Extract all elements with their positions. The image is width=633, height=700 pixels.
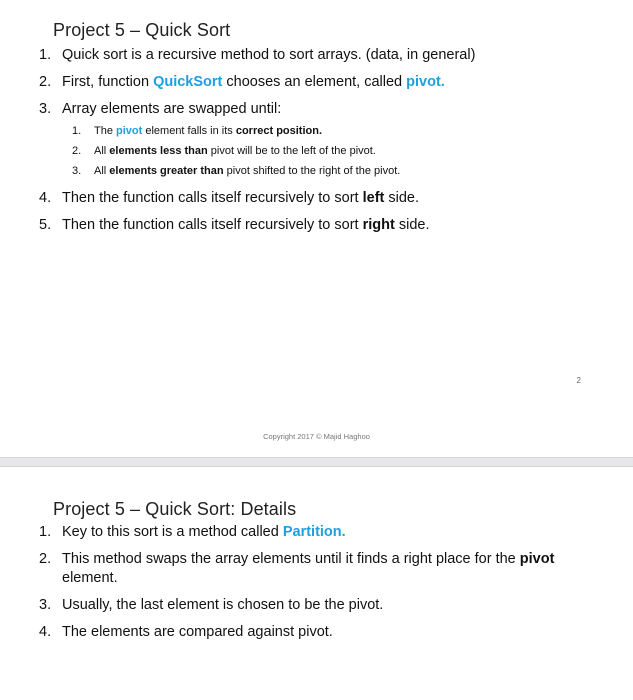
list-item: 4. Then the function calls itself recursively to sort left side. [39,190,420,206]
copyright-footer: Copyright 2017 © Majid Haghoo [263,432,370,441]
slide-2-list [0,523,600,650]
list-item: 5. Then the function calls itself recursively to sort right side. [39,217,430,233]
list-item: 3. Array elements are swapped until: 1. The pivot element falls in its correct position. 2. All elements less than pivot will be to the left of the pivot. 3. All elements greater than pivot shifted to the right of the pivot. [0,100,600,181]
sub-list-item: 2. All elements less than pivot will be to the left of the pivot. [72,145,376,157]
quicksort-keyword: QuickSort [153,74,223,90]
slide-1-list [0,46,600,243]
sub-list [62,121,600,181]
list-item: 2. This method swaps the array elements until it finds a right place for the pivot element. [39,551,555,586]
sub-list-item: 1. The pivot element falls in its correct position. [72,125,323,137]
partition-keyword: Partition. [282,524,346,540]
sub-list-item: 3. All elements greater than pivot shifted to the right of the pivot. [72,165,401,177]
slide-1-title: Project 5 – Quick Sort [53,20,231,40]
list-item: 3. Usually, the last element is chosen to be the pivot. [39,597,384,613]
list-item: 1. Key to this sort is a method called Partition. [39,524,346,540]
slide-2 [0,466,633,700]
list-item: 1. Quick sort is a recursive method to sort arrays. (data, in general) [39,47,476,63]
slide-2-title: Project 5 – Quick Sort: Details [53,499,297,519]
list-item: 2. First, function QuickSort chooses an element, called pivot. [39,74,445,90]
list-item: 4. The elements are compared against pivot. [39,624,333,640]
page-number: 2 [576,376,581,385]
pivot-keyword: pivot [116,125,143,137]
pivot-keyword: pivot. [406,74,445,90]
